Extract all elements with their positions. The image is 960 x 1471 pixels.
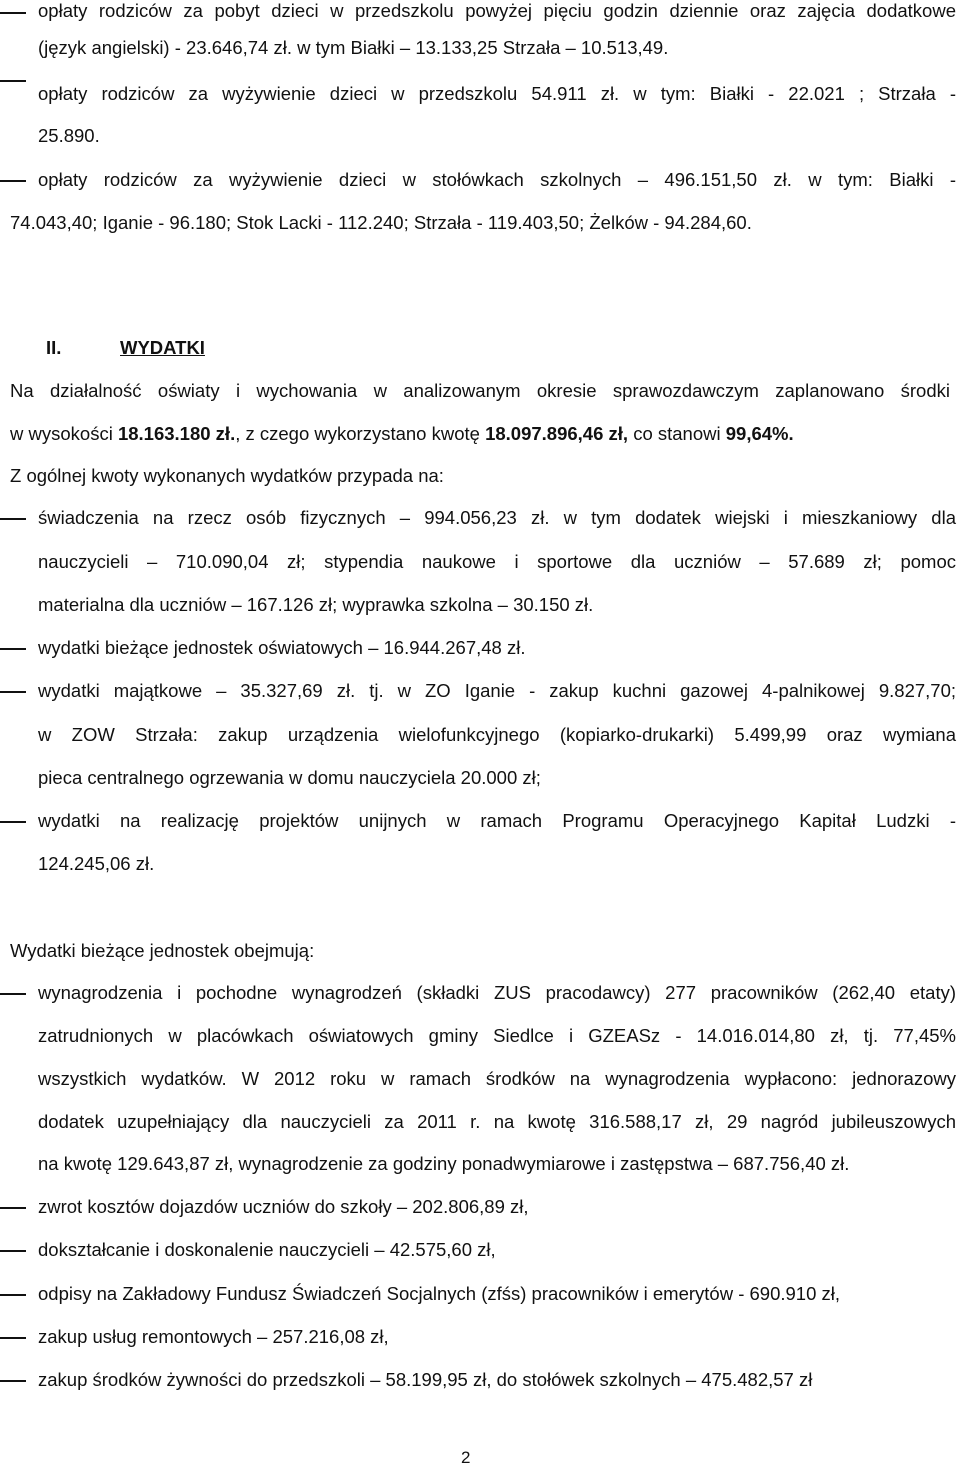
list-item-line: (język angielski) - 23.646,74 zł. w tym Białki – 13.133,25 Strzała – 10.513,49. — [38, 37, 669, 58]
list-dash — [0, 691, 26, 693]
current-heading: Wydatki bieżące jednostek obejmują: — [10, 940, 315, 961]
section-intro: Na działalność oświaty i wychowania w analizowanym okresie sprawozdawczym zaplanowano środki — [10, 380, 950, 401]
list-item-line: opłaty rodziców za pobyt dzieci w przedszkolu powyżej pięciu godzin dziennie oraz zajęcia dodatkowe — [38, 0, 956, 21]
list-item-line: nauczycieli – 710.090,04 zł; stypendia naukowe i sportowe dla uczniów – 57.689 zł; pomoc — [38, 551, 956, 572]
page-number: 2 — [461, 1448, 471, 1467]
list-item-line: w ZOW Strzała: zakup urządzenia wielofunkcyjnego (kopiarko-drukarki) 5.499,99 oraz wymiana — [38, 724, 956, 745]
list-item-line: opłaty rodziców za wyżywienie dzieci w przedszkolu 54.911 zł. w tym: Białki - 22.021 ; Strzała - — [38, 83, 956, 104]
list-dash — [0, 12, 26, 14]
list-item-line: materialna dla uczniów – 167.126 zł; wyprawka szkolna – 30.150 zł. — [38, 594, 594, 615]
list-item-line: 124.245,06 zł. — [38, 853, 155, 874]
list-dash — [0, 1250, 26, 1252]
list-dash — [0, 518, 26, 520]
list-item-line: zakup środków żywności do przedszkoli – 58.199,95 zł, do stołówek szkolnych – 475.482,57 zł — [38, 1369, 813, 1390]
list-item-line: opłaty rodziców za wyżywienie dzieci w stołówkach szkolnych – 496.151,50 zł. w tym: Białki - — [38, 169, 956, 190]
list-dash — [0, 1207, 26, 1209]
section-summary: Z ogólnej kwoty wykonanych wydatków przypada na: — [10, 465, 444, 486]
list-item-line: wynagrodzenia i pochodne wynagrodzeń (składki ZUS pracodawcy) 277 pracowników (262,40 etaty) — [38, 982, 956, 1003]
list-item-line: wydatki bieżące jednostek oświatowych – 16.944.267,48 zł. — [38, 637, 526, 658]
list-item-line: zwrot kosztów dojazdów uczniów do szkoły – 202.806,89 zł, — [38, 1196, 529, 1217]
list-dash — [0, 821, 26, 823]
list-dash — [0, 1337, 26, 1339]
list-item-line: dodatek uzupełniający dla nauczycieli za 2011 r. na kwotę 316.588,17 zł, 29 nagród jubileuszowych — [38, 1111, 956, 1132]
list-item-line: na kwotę 129.643,87 zł, wynagrodzenie za godziny ponadwymiarowe i zastępstwa – 687.756,40 zł. — [38, 1153, 850, 1174]
list-item-line: wydatki majątkowe – 35.327,69 zł. tj. w ZO Iganie - zakup kuchni gazowej 4-palnikowej 9.827,70; — [38, 680, 956, 701]
list-item-line: odpisy na Zakładowy Fundusz Świadczeń Socjalnych (zfśs) pracowników i emerytów - 690.910 zł, — [38, 1283, 841, 1304]
list-item-line: wydatki na realizację projektów unijnych w ramach Programu Operacyjnego Kapitał Ludzki - — [38, 810, 956, 831]
list-item-line: 74.043,40; Iganie - 96.180; Stok Lacki - 112.240; Strzała - 119.403,50; Żelków - 94.284,60. — [10, 212, 752, 233]
section-intro-amounts: w wysokości 18.163.180 zł., z czego wykorzystano kwotę 18.097.896,46 zł, co stanowi 99,64%. — [10, 423, 794, 444]
list-dash — [0, 648, 26, 650]
section-title: WYDATKI — [120, 337, 205, 358]
list-dash — [0, 1380, 26, 1382]
list-item-line: świadczenia na rzecz osób fizycznych – 994.056,23 zł. w tym dodatek wiejski i mieszkaniowy dla — [38, 507, 956, 528]
list-dash — [0, 80, 26, 82]
list-dash — [0, 1294, 26, 1296]
list-item-line: zakup usług remontowych – 257.216,08 zł, — [38, 1326, 389, 1347]
list-item-line: pieca centralnego ogrzewania w domu nauczyciela 20.000 zł; — [38, 767, 541, 788]
list-item-line: dokształcanie i doskonalenie nauczycieli – 42.575,60 zł, — [38, 1239, 496, 1260]
list-item-line: 25.890. — [38, 125, 100, 146]
section-number: II. — [46, 337, 62, 358]
list-dash — [0, 180, 26, 182]
list-item-line: wszystkich wydatków. W 2012 roku w ramach środków na wynagrodzenia wypłacono: jednorazowy — [38, 1068, 956, 1089]
list-dash — [0, 993, 26, 995]
list-item-line: zatrudnionych w placówkach oświatowych gminy Siedlce i GZEASz - 14.016.014,80 zł, tj. 77,45% — [38, 1025, 956, 1046]
